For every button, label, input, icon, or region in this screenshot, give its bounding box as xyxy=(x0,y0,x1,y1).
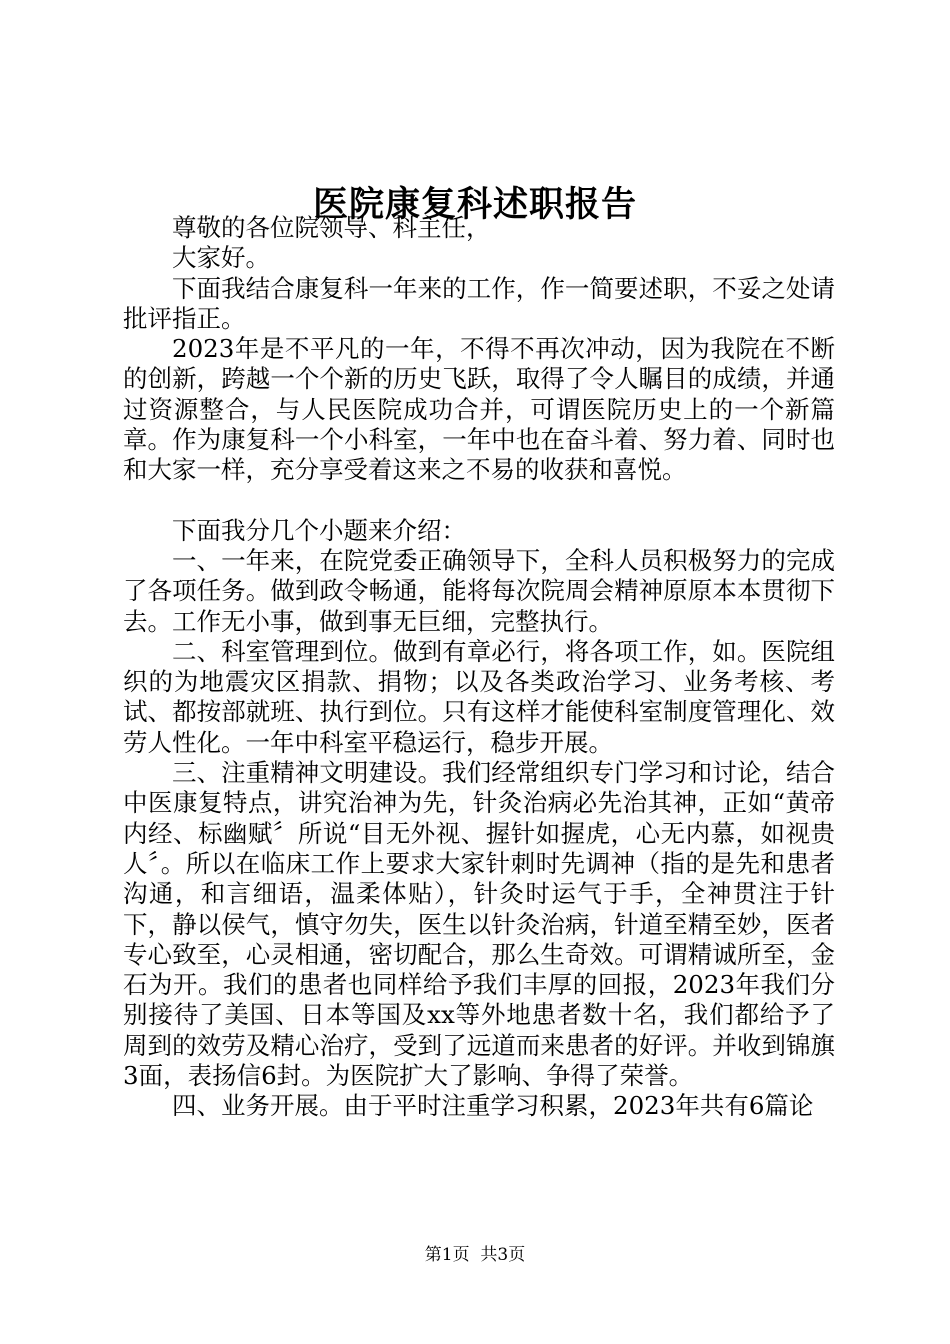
intro-paragraph: 下面我结合康复科一年来的工作，作一简要述职，不妥之处请批评指正。 xyxy=(123,273,835,333)
overview-paragraph: 2023年是不平凡的一年，不得不再次冲动，因为我院在不断的创新，跨越一个个新的历史飞跃，取得了令人瞩目的成绩，并通过资源整合，与人民医院成功合并，可谓医院历史上的一个新篇章。作为康复科一个小科室，一年中也在奋斗着、努力着、同时也和大家一样，充分享受着这来之不易的收获和喜悦。 xyxy=(123,334,835,485)
page-footer xyxy=(0,1243,950,1267)
salutation-paragraph: 尊敬的各位院领导、科主任， xyxy=(172,213,491,242)
page-number-label: 第1页 共3页 xyxy=(424,1245,526,1265)
document-body xyxy=(123,213,835,1122)
section-two-paragraph: 二、科室管理到位。做到有章必行，将各项工作，如。医院组织的为地震灾区捐款、捐物；以及各类政治学习、业务考核、考试、都按部就班、执行到位。只有这样才能使科室制度管理化、效劳人性化。一年中科室平稳运行，稳步开展。 xyxy=(123,636,835,757)
section-one-paragraph: 一、一年来，在院党委正确领导下，全科人员积极努力的完成了各项任务。做到政令畅通，能将每次院周会精神原原本本贯彻下去。工作无小事，做到事无巨细，完整执行。 xyxy=(123,545,835,636)
greeting-paragraph: 大家好。 xyxy=(172,243,270,273)
document-title: 医院康复科述职报告 xyxy=(312,184,637,225)
section-four-paragraph: 四、业务开展。由于平时注重学习积累，2023年共有6篇论 xyxy=(172,1091,814,1121)
section-three-paragraph: 三、注重精神文明建设。我们经常组织专门学习和讨论，结合中医康复特点，讲究治神为先，针灸治病必先治其神，正如“黄帝内经、标幽赋〞所说“目无外视、握针如握虎，心无内慕，如视贵人〞。所以在临床工作上要求大家针刺时先调神（指的是先和患者沟通，和言细语，温柔体贴），针灸时运气于手，全神贯注于针下，静以侯气，慎守勿失，医生以针灸治病，针道至精至妙，医者专心致至，心灵相通，密切配合，那么生奇效。可谓精诚所至，金石为开。我们的患者也同样给予我们丰厚的回报，2023年我们分别接待了美国、日本等国及xx等外地患者数十名，我们都给予了周到的效劳及精心治疗，受到了远道而来患者的好评。并收到锦旗3面，表扬信6封。为医院扩大了影响、争得了荣誉。 xyxy=(123,758,835,1091)
topics-intro-paragraph: 下面我分几个小题来介绍： xyxy=(172,515,466,545)
